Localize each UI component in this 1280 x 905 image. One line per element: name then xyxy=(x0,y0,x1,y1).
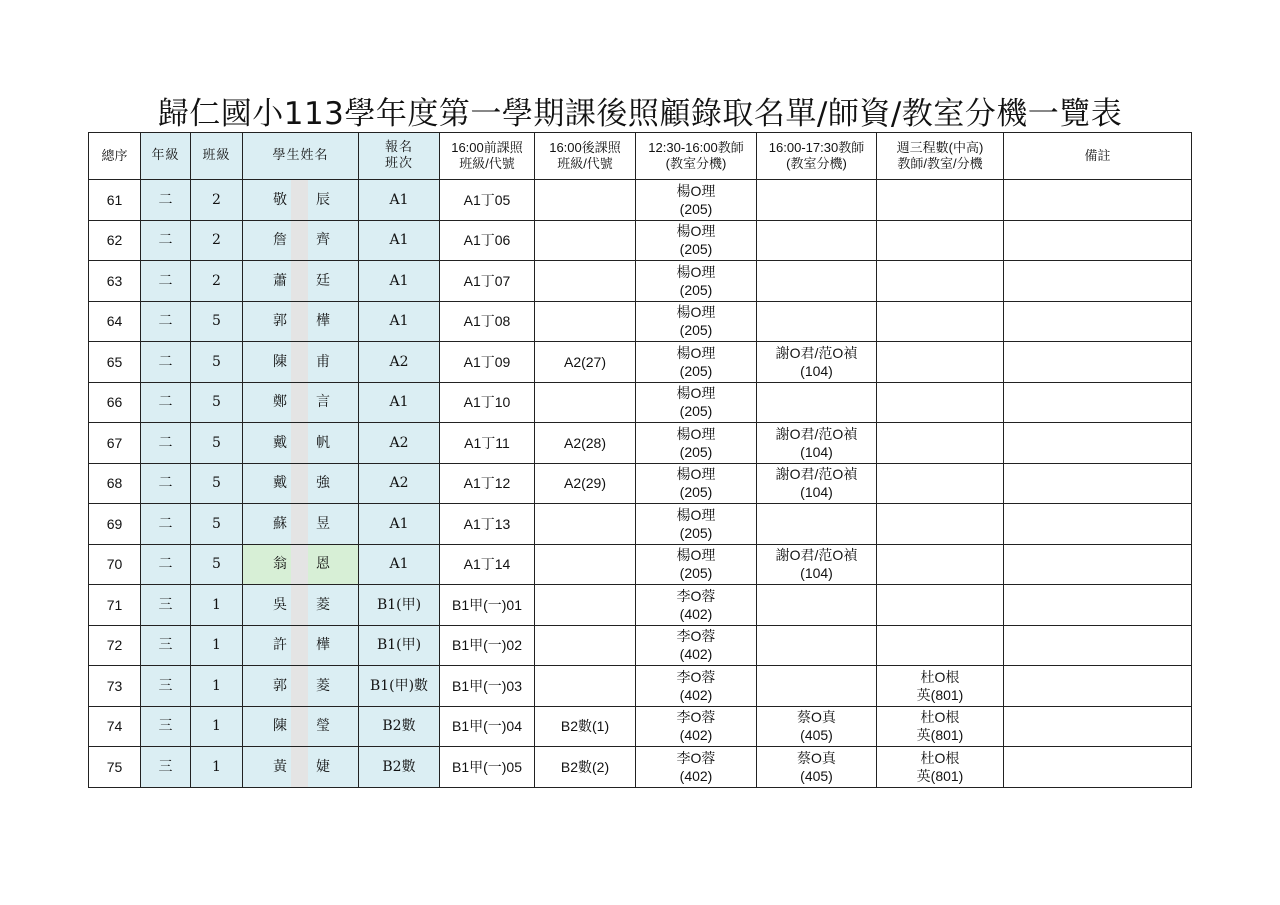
name-redaction-bar xyxy=(291,585,308,625)
seq-cell: 70 xyxy=(89,544,141,585)
teacher-1600-cell: 謝O君/范O禎 (104) xyxy=(757,544,877,585)
name-last-char: 恩 xyxy=(316,556,330,573)
seq-cell: 63 xyxy=(89,261,141,302)
seq-cell: 73 xyxy=(89,666,141,707)
header-wednesday: 週三程數(中高) 教師/教室/分機 xyxy=(877,133,1004,180)
name-redaction-bar xyxy=(291,423,308,463)
before-1600-cell: A1丁08 xyxy=(440,301,535,342)
header-grade: 年級 xyxy=(141,133,191,180)
wednesday-cell: 杜O根 英(801) xyxy=(877,706,1004,747)
wednesday-cell xyxy=(877,585,1004,626)
remark-cell xyxy=(1004,585,1192,626)
student-name-cell xyxy=(243,342,359,383)
table-row xyxy=(89,504,1192,545)
table-row xyxy=(89,544,1192,585)
page-title: 歸仁國小113學年度第一學期課後照顧錄取名單/師資/教室分機一覽表 xyxy=(157,96,1123,132)
name-last-char: 齊 xyxy=(316,232,330,249)
remark-cell xyxy=(1004,706,1192,747)
student-name-cell xyxy=(243,747,359,788)
name-last-char: 言 xyxy=(316,394,330,411)
student-name-cell xyxy=(243,301,359,342)
header-row xyxy=(89,133,1192,180)
header-teacher-1230: 12:30-16:00教師 (教室分機) xyxy=(636,133,757,180)
table-row xyxy=(89,180,1192,221)
roster-table xyxy=(88,132,1192,788)
seq-cell: 75 xyxy=(89,747,141,788)
table-row xyxy=(89,625,1192,666)
remark-cell xyxy=(1004,463,1192,504)
name-redaction-bar xyxy=(291,261,308,301)
table-row xyxy=(89,342,1192,383)
class-cell: 1 xyxy=(191,585,243,626)
grade-cell: 三 xyxy=(141,585,191,626)
class-cell: 2 xyxy=(191,220,243,261)
wednesday-cell xyxy=(877,220,1004,261)
wednesday-cell xyxy=(877,342,1004,383)
table-row xyxy=(89,301,1192,342)
seq-cell: 67 xyxy=(89,423,141,464)
teacher-1230-cell: 楊O理 (205) xyxy=(636,504,757,545)
name-first-char: 鄭 xyxy=(273,394,287,411)
name-first-char: 蘇 xyxy=(273,515,287,532)
grade-cell: 二 xyxy=(141,180,191,221)
grade-cell: 二 xyxy=(141,504,191,545)
header-signup: 報名 班次 xyxy=(359,133,440,180)
wednesday-cell xyxy=(877,463,1004,504)
name-last-char: 樺 xyxy=(316,313,330,330)
before-1600-cell: A1丁14 xyxy=(440,544,535,585)
class-cell: 5 xyxy=(191,504,243,545)
grade-cell: 二 xyxy=(141,544,191,585)
remark-cell xyxy=(1004,261,1192,302)
teacher-1230-cell: 楊O理 (205) xyxy=(636,423,757,464)
signup-cell: A1 xyxy=(359,261,440,302)
name-last-char: 甫 xyxy=(316,353,330,370)
student-name-cell xyxy=(243,706,359,747)
table-row xyxy=(89,463,1192,504)
teacher-1600-cell: 謝O君/范O禎 (104) xyxy=(757,423,877,464)
remark-cell xyxy=(1004,504,1192,545)
name-redaction-bar xyxy=(291,707,308,747)
name-last-char: 廷 xyxy=(316,272,330,289)
grade-cell: 二 xyxy=(141,220,191,261)
wednesday-cell xyxy=(877,544,1004,585)
class-cell: 2 xyxy=(191,180,243,221)
name-first-char: 翁 xyxy=(273,556,287,573)
grade-cell: 三 xyxy=(141,625,191,666)
class-cell: 5 xyxy=(191,544,243,585)
seq-cell: 74 xyxy=(89,706,141,747)
teacher-1230-cell: 李O蓉 (402) xyxy=(636,706,757,747)
class-cell: 1 xyxy=(191,747,243,788)
name-first-char: 黃 xyxy=(273,758,287,775)
name-first-char: 許 xyxy=(273,637,287,654)
name-last-char: 菱 xyxy=(316,677,330,694)
after-1600-cell: A2(27) xyxy=(535,342,636,383)
teacher-1230-cell: 李O蓉 (402) xyxy=(636,585,757,626)
student-name-cell xyxy=(243,220,359,261)
class-cell: 5 xyxy=(191,342,243,383)
name-redaction-bar xyxy=(291,504,308,544)
teacher-1600-cell xyxy=(757,504,877,545)
class-cell: 5 xyxy=(191,382,243,423)
grade-cell: 二 xyxy=(141,463,191,504)
after-1600-cell: A2(29) xyxy=(535,463,636,504)
teacher-1600-cell: 謝O君/范O禎 (104) xyxy=(757,463,877,504)
teacher-1600-cell xyxy=(757,180,877,221)
teacher-1230-cell: 楊O理 (205) xyxy=(636,180,757,221)
name-redaction-bar xyxy=(291,383,308,423)
grade-cell: 二 xyxy=(141,342,191,383)
after-1600-cell xyxy=(535,585,636,626)
after-1600-cell xyxy=(535,666,636,707)
signup-cell: A2 xyxy=(359,463,440,504)
header-remark: 備註 xyxy=(1004,133,1192,180)
name-last-char: 婕 xyxy=(316,758,330,775)
teacher-1600-cell: 謝O君/范O禎 (104) xyxy=(757,342,877,383)
after-1600-cell: B2數(2) xyxy=(535,747,636,788)
student-name-cell xyxy=(243,544,359,585)
teacher-1230-cell: 楊O理 (205) xyxy=(636,261,757,302)
header-seq: 總序 xyxy=(89,133,141,180)
signup-cell: A1 xyxy=(359,544,440,585)
after-1600-cell: B2數(1) xyxy=(535,706,636,747)
teacher-1230-cell: 李O蓉 (402) xyxy=(636,666,757,707)
name-last-char: 辰 xyxy=(316,191,330,208)
name-first-char: 吳 xyxy=(273,596,287,613)
student-name-cell xyxy=(243,585,359,626)
before-1600-cell: B1甲(一)04 xyxy=(440,706,535,747)
teacher-1230-cell: 楊O理 (205) xyxy=(636,301,757,342)
after-1600-cell xyxy=(535,504,636,545)
after-1600-cell: A2(28) xyxy=(535,423,636,464)
before-1600-cell: B1甲(一)01 xyxy=(440,585,535,626)
teacher-1600-cell: 蔡O真 (405) xyxy=(757,706,877,747)
name-first-char: 戴 xyxy=(273,434,287,451)
grade-cell: 三 xyxy=(141,747,191,788)
before-1600-cell: A1丁10 xyxy=(440,382,535,423)
grade-cell: 二 xyxy=(141,301,191,342)
signup-cell: A2 xyxy=(359,342,440,383)
remark-cell xyxy=(1004,382,1192,423)
grade-cell: 三 xyxy=(141,666,191,707)
teacher-1230-cell: 李O蓉 (402) xyxy=(636,747,757,788)
header-class: 班級 xyxy=(191,133,243,180)
remark-cell xyxy=(1004,747,1192,788)
name-first-char: 敬 xyxy=(273,191,287,208)
grade-cell: 二 xyxy=(141,261,191,302)
header-name: 學生姓名 xyxy=(243,133,359,180)
seq-cell: 68 xyxy=(89,463,141,504)
teacher-1600-cell xyxy=(757,666,877,707)
table-row xyxy=(89,706,1192,747)
teacher-1600-cell xyxy=(757,261,877,302)
name-redaction-bar xyxy=(291,180,308,220)
name-redaction-bar xyxy=(291,545,308,585)
name-first-char: 陳 xyxy=(273,718,287,735)
before-1600-cell: A1丁11 xyxy=(440,423,535,464)
after-1600-cell xyxy=(535,382,636,423)
before-1600-cell: B1甲(一)03 xyxy=(440,666,535,707)
wednesday-cell: 杜O根 英(801) xyxy=(877,666,1004,707)
class-cell: 1 xyxy=(191,706,243,747)
signup-cell: B2數 xyxy=(359,706,440,747)
name-redaction-bar xyxy=(291,626,308,666)
before-1600-cell: A1丁12 xyxy=(440,463,535,504)
remark-cell xyxy=(1004,180,1192,221)
class-cell: 2 xyxy=(191,261,243,302)
name-first-char: 陳 xyxy=(273,353,287,370)
class-cell: 5 xyxy=(191,463,243,504)
remark-cell xyxy=(1004,220,1192,261)
teacher-1600-cell xyxy=(757,220,877,261)
wednesday-cell xyxy=(877,261,1004,302)
seq-cell: 64 xyxy=(89,301,141,342)
name-redaction-bar xyxy=(291,464,308,504)
teacher-1600-cell xyxy=(757,625,877,666)
signup-cell: A1 xyxy=(359,382,440,423)
after-1600-cell xyxy=(535,544,636,585)
signup-cell: A1 xyxy=(359,220,440,261)
signup-cell: A1 xyxy=(359,180,440,221)
table-row xyxy=(89,220,1192,261)
remark-cell xyxy=(1004,625,1192,666)
table-row xyxy=(89,585,1192,626)
name-first-char: 郭 xyxy=(273,677,287,694)
signup-cell: A1 xyxy=(359,504,440,545)
grade-cell: 二 xyxy=(141,382,191,423)
signup-cell: B1(甲)數 xyxy=(359,666,440,707)
before-1600-cell: A1丁07 xyxy=(440,261,535,302)
student-name-cell xyxy=(243,504,359,545)
name-last-char: 菱 xyxy=(316,596,330,613)
remark-cell xyxy=(1004,342,1192,383)
name-last-char: 昱 xyxy=(316,515,330,532)
student-name-cell xyxy=(243,382,359,423)
wednesday-cell xyxy=(877,301,1004,342)
class-cell: 1 xyxy=(191,666,243,707)
seq-cell: 61 xyxy=(89,180,141,221)
after-1600-cell xyxy=(535,301,636,342)
signup-cell: A2 xyxy=(359,423,440,464)
teacher-1230-cell: 楊O理 (205) xyxy=(636,382,757,423)
before-1600-cell: B1甲(一)05 xyxy=(440,747,535,788)
before-1600-cell: A1丁13 xyxy=(440,504,535,545)
name-redaction-bar xyxy=(291,221,308,261)
teacher-1230-cell: 楊O理 (205) xyxy=(636,220,757,261)
remark-cell xyxy=(1004,423,1192,464)
table-row xyxy=(89,747,1192,788)
student-name-cell xyxy=(243,666,359,707)
seq-cell: 69 xyxy=(89,504,141,545)
seq-cell: 62 xyxy=(89,220,141,261)
name-last-char: 帆 xyxy=(316,434,330,451)
student-name-cell xyxy=(243,180,359,221)
name-first-char: 詹 xyxy=(273,232,287,249)
wednesday-cell xyxy=(877,382,1004,423)
seq-cell: 71 xyxy=(89,585,141,626)
wednesday-cell xyxy=(877,423,1004,464)
name-last-char: 樺 xyxy=(316,637,330,654)
header-teacher-1600: 16:00-17:30教師 (教室分機) xyxy=(757,133,877,180)
before-1600-cell: A1丁09 xyxy=(440,342,535,383)
signup-cell: B2數 xyxy=(359,747,440,788)
name-last-char: 強 xyxy=(316,475,330,492)
signup-cell: B1(甲) xyxy=(359,585,440,626)
header-before: 16:00前課照 班級/代號 xyxy=(440,133,535,180)
after-1600-cell xyxy=(535,220,636,261)
teacher-1600-cell xyxy=(757,585,877,626)
remark-cell xyxy=(1004,301,1192,342)
seq-cell: 66 xyxy=(89,382,141,423)
teacher-1230-cell: 楊O理 (205) xyxy=(636,544,757,585)
table-row xyxy=(89,382,1192,423)
table-row xyxy=(89,666,1192,707)
wednesday-cell xyxy=(877,625,1004,666)
name-redaction-bar xyxy=(291,342,308,382)
grade-cell: 二 xyxy=(141,423,191,464)
before-1600-cell: A1丁06 xyxy=(440,220,535,261)
signup-cell: A1 xyxy=(359,301,440,342)
student-name-cell xyxy=(243,625,359,666)
name-redaction-bar xyxy=(291,666,308,706)
remark-cell xyxy=(1004,544,1192,585)
class-cell: 1 xyxy=(191,625,243,666)
before-1600-cell: A1丁05 xyxy=(440,180,535,221)
seq-cell: 65 xyxy=(89,342,141,383)
name-redaction-bar xyxy=(291,302,308,342)
teacher-1600-cell xyxy=(757,301,877,342)
name-first-char: 蕭 xyxy=(273,272,287,289)
teacher-1600-cell: 蔡O真 (405) xyxy=(757,747,877,788)
seq-cell: 72 xyxy=(89,625,141,666)
table-row xyxy=(89,423,1192,464)
wednesday-cell xyxy=(877,180,1004,221)
name-first-char: 郭 xyxy=(273,313,287,330)
table-row xyxy=(89,261,1192,302)
wednesday-cell: 杜O根 英(801) xyxy=(877,747,1004,788)
remark-cell xyxy=(1004,666,1192,707)
teacher-1600-cell xyxy=(757,382,877,423)
grade-cell: 三 xyxy=(141,706,191,747)
signup-cell: B1(甲) xyxy=(359,625,440,666)
class-cell: 5 xyxy=(191,301,243,342)
before-1600-cell: B1甲(一)02 xyxy=(440,625,535,666)
student-name-cell xyxy=(243,463,359,504)
after-1600-cell xyxy=(535,625,636,666)
teacher-1230-cell: 楊O理 (205) xyxy=(636,342,757,383)
name-last-char: 瑩 xyxy=(316,718,330,735)
teacher-1230-cell: 楊O理 (205) xyxy=(636,463,757,504)
wednesday-cell xyxy=(877,504,1004,545)
class-cell: 5 xyxy=(191,423,243,464)
after-1600-cell xyxy=(535,180,636,221)
name-first-char: 戴 xyxy=(273,475,287,492)
after-1600-cell xyxy=(535,261,636,302)
name-redaction-bar xyxy=(291,747,308,787)
student-name-cell xyxy=(243,261,359,302)
header-after: 16:00後課照 班級/代號 xyxy=(535,133,636,180)
student-name-cell xyxy=(243,423,359,464)
teacher-1230-cell: 李O蓉 (402) xyxy=(636,625,757,666)
